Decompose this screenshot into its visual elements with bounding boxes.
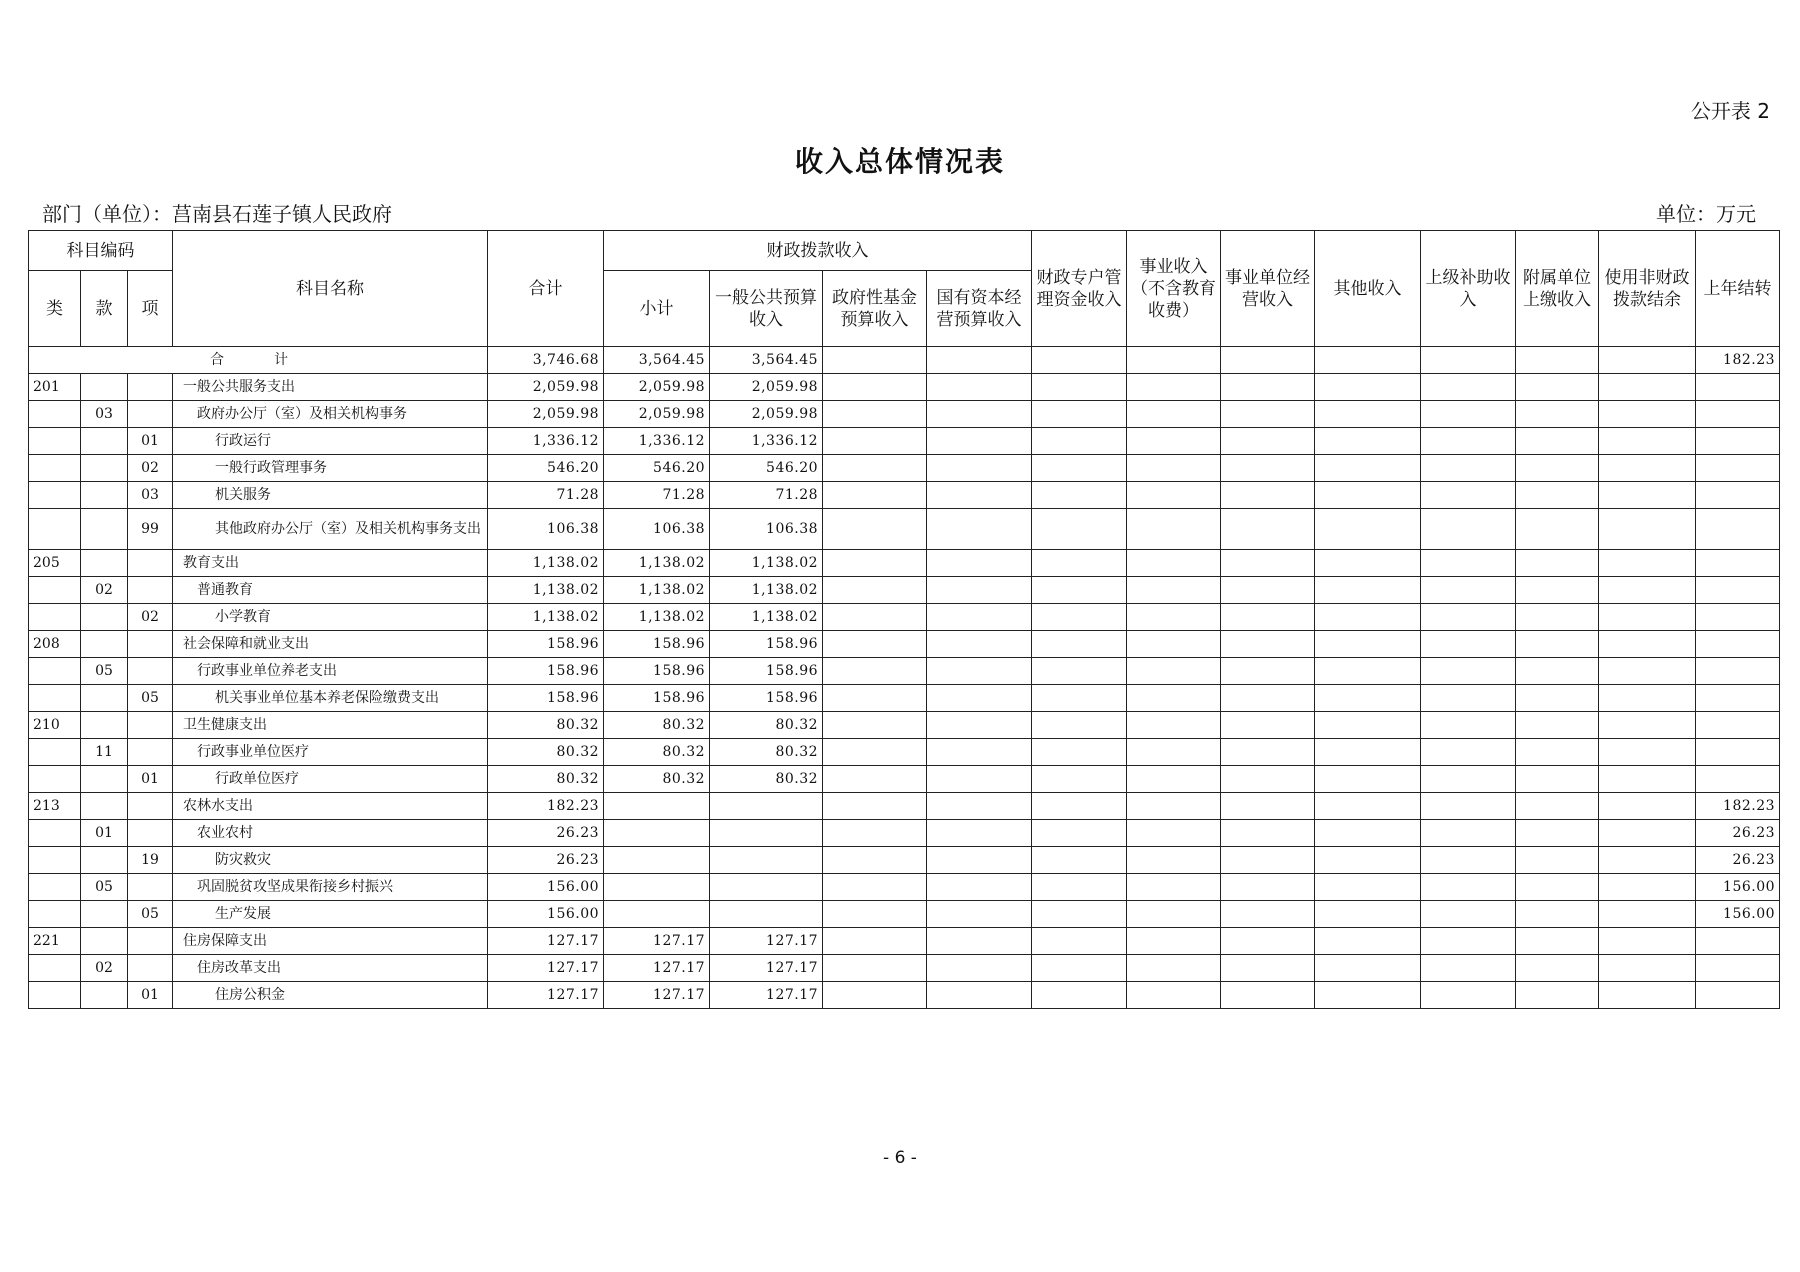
total-row-total: 3,746.68 <box>488 347 604 374</box>
code-lei: 201 <box>29 374 81 401</box>
code-lei: 205 <box>29 550 81 577</box>
cell-general-budget <box>710 847 823 874</box>
cell-total: 2,059.98 <box>488 401 604 428</box>
cell-total: 106.38 <box>488 509 604 550</box>
cell-subtotal: 1,336.12 <box>604 428 710 455</box>
cell-last-year <box>1696 482 1780 509</box>
subject-name: 小学教育 <box>173 604 488 631</box>
code-lei <box>29 482 81 509</box>
table-row <box>29 482 1780 509</box>
header-subtotal: 小计 <box>604 271 710 347</box>
code-lei <box>29 820 81 847</box>
cell-subtotal: 2,059.98 <box>604 401 710 428</box>
code-kuan: 03 <box>81 401 128 428</box>
cell-subtotal: 158.96 <box>604 658 710 685</box>
cell-last-year <box>1696 712 1780 739</box>
subject-name: 防灾救灾 <box>173 847 488 874</box>
cell-subtotal: 71.28 <box>604 482 710 509</box>
code-xiang <box>128 401 173 428</box>
subject-name: 普通教育 <box>173 577 488 604</box>
table-row <box>29 820 1780 847</box>
cell-last-year: 156.00 <box>1696 901 1780 928</box>
cell-subtotal <box>604 847 710 874</box>
code-kuan <box>81 455 128 482</box>
cell-last-year <box>1696 509 1780 550</box>
code-lei <box>29 509 81 550</box>
table-row <box>29 982 1780 1009</box>
table-row <box>29 793 1780 820</box>
cell-general-budget: 80.32 <box>710 739 823 766</box>
code-xiang <box>128 550 173 577</box>
table-row <box>29 374 1780 401</box>
code-kuan <box>81 793 128 820</box>
code-xiang: 05 <box>128 901 173 928</box>
cell-total: 1,336.12 <box>488 428 604 455</box>
code-kuan <box>81 374 128 401</box>
code-kuan <box>81 604 128 631</box>
header-non-fiscal-balance: 使用非财政拨款结余 <box>1599 231 1696 347</box>
cell-subtotal: 158.96 <box>604 631 710 658</box>
code-xiang: 19 <box>128 847 173 874</box>
cell-subtotal: 127.17 <box>604 928 710 955</box>
cell-general-budget: 1,138.02 <box>710 604 823 631</box>
code-xiang <box>128 658 173 685</box>
cell-total: 182.23 <box>488 793 604 820</box>
cell-general-budget: 127.17 <box>710 982 823 1009</box>
cell-last-year <box>1696 577 1780 604</box>
subject-name: 教育支出 <box>173 550 488 577</box>
code-xiang: 01 <box>128 766 173 793</box>
cell-total: 1,138.02 <box>488 550 604 577</box>
code-lei <box>29 685 81 712</box>
cell-general-budget: 1,336.12 <box>710 428 823 455</box>
code-lei <box>29 955 81 982</box>
cell-total: 26.23 <box>488 847 604 874</box>
cell-total: 127.17 <box>488 928 604 955</box>
cell-subtotal: 1,138.02 <box>604 604 710 631</box>
cell-last-year <box>1696 550 1780 577</box>
cell-total: 156.00 <box>488 874 604 901</box>
cell-total: 2,059.98 <box>488 374 604 401</box>
code-lei <box>29 766 81 793</box>
table-row <box>29 739 1780 766</box>
cell-general-budget <box>710 901 823 928</box>
header-gov-fund: 政府性基金预算收入 <box>823 271 927 347</box>
header-kuan: 款 <box>81 271 128 347</box>
code-kuan <box>81 428 128 455</box>
cell-subtotal: 1,138.02 <box>604 550 710 577</box>
total-row-last-year: 182.23 <box>1696 347 1780 374</box>
code-kuan <box>81 982 128 1009</box>
cell-last-year <box>1696 685 1780 712</box>
table-row <box>29 766 1780 793</box>
subject-name: 行政事业单位养老支出 <box>173 658 488 685</box>
page-number: - 6 - <box>883 1148 917 1168</box>
header-lei: 类 <box>29 271 81 347</box>
cell-last-year <box>1696 955 1780 982</box>
cell-last-year <box>1696 766 1780 793</box>
table-row <box>29 901 1780 928</box>
cell-general-budget: 106.38 <box>710 509 823 550</box>
code-kuan <box>81 550 128 577</box>
cell-subtotal: 106.38 <box>604 509 710 550</box>
subject-name: 卫生健康支出 <box>173 712 488 739</box>
header-affiliated: 附属单位上缴收入 <box>1516 231 1599 347</box>
cell-subtotal <box>604 793 710 820</box>
total-row-general-budget: 3,564.45 <box>710 347 823 374</box>
table-row <box>29 955 1780 982</box>
cell-subtotal: 158.96 <box>604 685 710 712</box>
code-lei <box>29 577 81 604</box>
header-general-budget: 一般公共预算收入 <box>710 271 823 347</box>
cell-subtotal: 2,059.98 <box>604 374 710 401</box>
cell-total: 80.32 <box>488 712 604 739</box>
cell-last-year: 26.23 <box>1696 820 1780 847</box>
code-kuan: 11 <box>81 739 128 766</box>
cell-general-budget: 158.96 <box>710 631 823 658</box>
cell-subtotal <box>604 901 710 928</box>
cell-last-year <box>1696 401 1780 428</box>
code-xiang: 02 <box>128 455 173 482</box>
cell-subtotal: 80.32 <box>604 766 710 793</box>
code-xiang <box>128 793 173 820</box>
cell-general-budget: 80.32 <box>710 712 823 739</box>
code-kuan <box>81 847 128 874</box>
table-row <box>29 428 1780 455</box>
table-row <box>29 401 1780 428</box>
code-kuan <box>81 482 128 509</box>
cell-general-budget <box>710 874 823 901</box>
code-xiang <box>128 577 173 604</box>
table-row <box>29 455 1780 482</box>
subject-name: 住房公积金 <box>173 982 488 1009</box>
table-row <box>29 874 1780 901</box>
code-lei <box>29 658 81 685</box>
header-special-account: 财政专户管理资金收入 <box>1032 231 1127 347</box>
table-row <box>29 685 1780 712</box>
code-xiang: 01 <box>128 982 173 1009</box>
code-kuan: 01 <box>81 820 128 847</box>
code-lei: 213 <box>29 793 81 820</box>
header-state-capital: 国有资本经营预算收入 <box>927 271 1032 347</box>
total-row-subtotal: 3,564.45 <box>604 347 710 374</box>
code-kuan <box>81 712 128 739</box>
code-kuan <box>81 685 128 712</box>
total-row <box>29 347 1780 374</box>
code-kuan: 02 <box>81 577 128 604</box>
cell-subtotal: 127.17 <box>604 955 710 982</box>
code-lei <box>29 604 81 631</box>
cell-last-year <box>1696 455 1780 482</box>
cell-general-budget <box>710 820 823 847</box>
code-xiang <box>128 631 173 658</box>
cell-general-budget <box>710 793 823 820</box>
subject-name: 一般行政管理事务 <box>173 455 488 482</box>
cell-last-year <box>1696 739 1780 766</box>
header-other: 其他收入 <box>1315 231 1421 347</box>
table-row <box>29 577 1780 604</box>
unit-label: 单位：万元 <box>1656 202 1756 226</box>
cell-subtotal: 1,138.02 <box>604 577 710 604</box>
table-row <box>29 928 1780 955</box>
code-kuan <box>81 928 128 955</box>
subject-name: 行政事业单位医疗 <box>173 739 488 766</box>
cell-subtotal: 80.32 <box>604 712 710 739</box>
cell-last-year: 156.00 <box>1696 874 1780 901</box>
cell-general-budget: 80.32 <box>710 766 823 793</box>
code-lei <box>29 847 81 874</box>
income-summary-table <box>28 230 1780 1009</box>
cell-total: 71.28 <box>488 482 604 509</box>
cell-total: 80.32 <box>488 739 604 766</box>
header-last-year: 上年结转 <box>1696 231 1780 347</box>
header-name: 科目名称 <box>173 231 488 347</box>
cell-general-budget: 1,138.02 <box>710 577 823 604</box>
table-row <box>29 509 1780 550</box>
subject-name: 农业农村 <box>173 820 488 847</box>
cell-general-budget: 546.20 <box>710 455 823 482</box>
cell-last-year: 26.23 <box>1696 847 1780 874</box>
subject-name: 行政单位医疗 <box>173 766 488 793</box>
cell-last-year: 182.23 <box>1696 793 1780 820</box>
header-superior-subsidy: 上级补助收入 <box>1421 231 1516 347</box>
code-xiang <box>128 712 173 739</box>
table-row <box>29 631 1780 658</box>
cell-general-budget: 158.96 <box>710 658 823 685</box>
code-xiang <box>128 820 173 847</box>
page-title: 收入总体情况表 <box>794 145 1005 178</box>
code-kuan: 05 <box>81 658 128 685</box>
subject-name: 住房保障支出 <box>173 928 488 955</box>
code-lei <box>29 401 81 428</box>
cell-total: 1,138.02 <box>488 577 604 604</box>
subject-name: 机关服务 <box>173 482 488 509</box>
table-number-label: 公开表 2 <box>1690 99 1770 123</box>
code-xiang: 99 <box>128 509 173 550</box>
code-lei <box>29 428 81 455</box>
cell-general-budget: 2,059.98 <box>710 401 823 428</box>
code-lei <box>29 901 81 928</box>
cell-last-year <box>1696 428 1780 455</box>
cell-general-budget: 71.28 <box>710 482 823 509</box>
department-label: 部门（单位）：莒南县石莲子镇人民政府 <box>42 202 392 226</box>
cell-general-budget: 1,138.02 <box>710 550 823 577</box>
cell-general-budget: 158.96 <box>710 685 823 712</box>
cell-subtotal: 127.17 <box>604 982 710 1009</box>
code-kuan <box>81 901 128 928</box>
cell-total: 127.17 <box>488 955 604 982</box>
cell-total: 158.96 <box>488 658 604 685</box>
cell-subtotal: 546.20 <box>604 455 710 482</box>
header-unit-business: 事业单位经营收入 <box>1221 231 1315 347</box>
table-row <box>29 550 1780 577</box>
subject-name: 生产发展 <box>173 901 488 928</box>
code-xiang <box>128 374 173 401</box>
code-lei <box>29 982 81 1009</box>
code-kuan: 02 <box>81 955 128 982</box>
cell-subtotal <box>604 874 710 901</box>
cell-general-budget: 127.17 <box>710 955 823 982</box>
cell-total: 80.32 <box>488 766 604 793</box>
table-row <box>29 604 1780 631</box>
table-row <box>29 847 1780 874</box>
subject-name: 机关事业单位基本养老保险缴费支出 <box>173 685 488 712</box>
subject-name: 社会保障和就业支出 <box>173 631 488 658</box>
header-total: 合计 <box>488 231 604 347</box>
code-xiang <box>128 739 173 766</box>
cell-subtotal: 80.32 <box>604 739 710 766</box>
code-xiang <box>128 874 173 901</box>
cell-last-year <box>1696 631 1780 658</box>
subject-name: 其他政府办公厅（室）及相关机构事务支出 <box>173 509 488 550</box>
cell-total: 127.17 <box>488 982 604 1009</box>
code-lei <box>29 874 81 901</box>
code-xiang: 01 <box>128 428 173 455</box>
header-fiscal-group: 财政拨款收入 <box>604 231 1032 271</box>
header-code-group: 科目编码 <box>29 231 173 271</box>
code-xiang <box>128 928 173 955</box>
code-xiang: 02 <box>128 604 173 631</box>
code-kuan <box>81 766 128 793</box>
header-xiang: 项 <box>128 271 173 347</box>
header-career-income: 事业收入（不含教育收费） <box>1127 231 1221 347</box>
table-row <box>29 712 1780 739</box>
subject-name: 政府办公厅（室）及相关机构事务 <box>173 401 488 428</box>
cell-last-year <box>1696 928 1780 955</box>
code-xiang: 03 <box>128 482 173 509</box>
cell-subtotal <box>604 820 710 847</box>
code-lei: 208 <box>29 631 81 658</box>
total-row-label: 合 计 <box>29 347 488 374</box>
code-kuan <box>81 509 128 550</box>
cell-general-budget: 2,059.98 <box>710 374 823 401</box>
cell-last-year <box>1696 982 1780 1009</box>
subject-name: 巩固脱贫攻坚成果衔接乡村振兴 <box>173 874 488 901</box>
subject-name: 行政运行 <box>173 428 488 455</box>
cell-total: 546.20 <box>488 455 604 482</box>
code-lei: 221 <box>29 928 81 955</box>
cell-total: 26.23 <box>488 820 604 847</box>
subject-name: 住房改革支出 <box>173 955 488 982</box>
code-lei <box>29 739 81 766</box>
code-xiang: 05 <box>128 685 173 712</box>
cell-total: 158.96 <box>488 631 604 658</box>
code-kuan <box>81 631 128 658</box>
table-row <box>29 658 1780 685</box>
cell-total: 158.96 <box>488 685 604 712</box>
subject-name: 农林水支出 <box>173 793 488 820</box>
cell-total: 1,138.02 <box>488 604 604 631</box>
code-lei <box>29 455 81 482</box>
cell-last-year <box>1696 374 1780 401</box>
subject-name: 一般公共服务支出 <box>173 374 488 401</box>
code-xiang <box>128 955 173 982</box>
cell-last-year <box>1696 658 1780 685</box>
code-lei: 210 <box>29 712 81 739</box>
cell-general-budget: 127.17 <box>710 928 823 955</box>
code-kuan: 05 <box>81 874 128 901</box>
cell-total: 156.00 <box>488 901 604 928</box>
cell-last-year <box>1696 604 1780 631</box>
